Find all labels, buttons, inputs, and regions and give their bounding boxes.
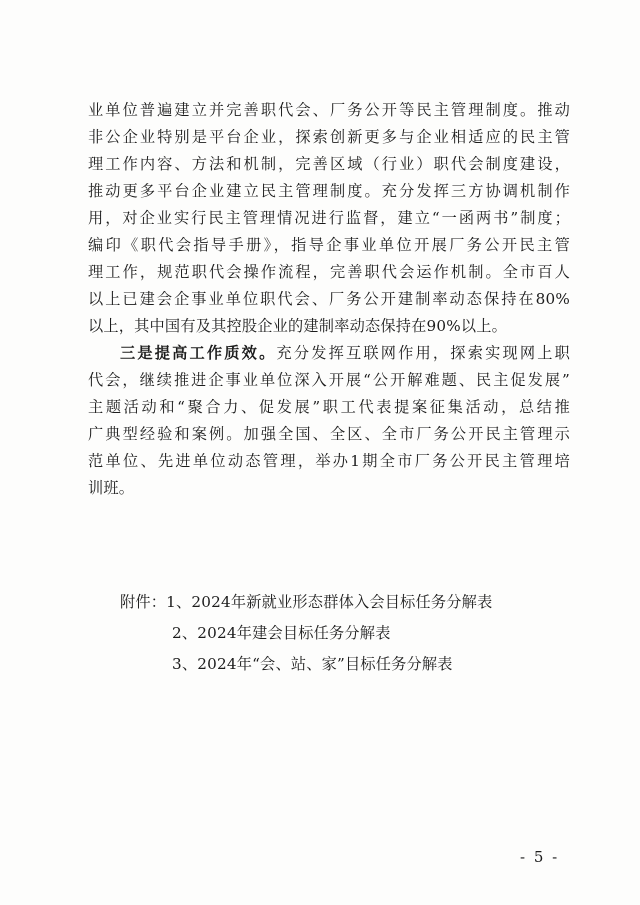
attachment-item: [120, 587, 560, 618]
paragraph-2-line: 范单位、先进单位动态管理，举办1期全市厂务公开民主管理培: [88, 452, 570, 470]
paragraph-1-line: 编印《职代会指导手册》，指导企事业单位开展厂务公开民主管: [88, 236, 570, 254]
paragraph-2-line: 主题活动和“聚合力、促发展”职工代表提案征集活动，总结推: [88, 398, 570, 416]
paragraph-2-line: 代会，继续推进企事业单位深入开展“公开解难题、民主促发展”: [88, 371, 570, 389]
paragraph-1-line: 非公企业特别是平台企业，探索创新更多与企业相适应的民主管: [88, 128, 570, 146]
attachment-item: 3、2024年“会、站、家”目标任务分解表: [172, 655, 453, 673]
page-number: - 5 -: [520, 848, 560, 866]
paragraph-1-line: 用，对企业实行民主管理情况进行监督，建立“一函两书”制度；: [88, 209, 570, 227]
paragraph-1-line: 推动更多平台企业建立民主管理制度。充分发挥三方协调机制作: [88, 182, 570, 200]
paragraph-1-line: 理工作，规范职代会操作流程，完善职代会运作机制。全市百人: [88, 263, 570, 281]
paragraph-2-line: 广典型经验和案例。加强全国、全区、全市厂务公开民主管理示: [88, 425, 570, 443]
paragraph-2-first-line-text: 充分发挥互联网作用，探索实现网上职: [276, 344, 570, 362]
attachments-list: [120, 587, 560, 680]
section-heading: 三是提高工作质效。: [120, 344, 277, 362]
attachments-label: 附件：: [120, 593, 167, 611]
paragraph-1-line: 以上，其中国有及其控股企业的建制率动态保持在90%以上。: [88, 317, 508, 335]
body-text: [88, 97, 570, 502]
paragraph-2-line: 训班。: [88, 479, 135, 497]
paragraph-1-line: 以上已建会企事业单位职代会、厂务公开建制率动态保持在80%: [88, 290, 570, 308]
attachment-item: 2、2024年建会目标任务分解表: [172, 624, 391, 642]
paragraph-2-first-line: [88, 340, 570, 367]
paragraph-1-line: 业单位普遍建立并完善职代会、厂务公开等民主管理制度。推动: [88, 101, 570, 119]
attachment-item-text: 1、2024年新就业形态群体入会目标任务分解表: [166, 593, 493, 611]
paragraph-1-line: 理工作内容、方法和机制，完善区域（行业）职代会制度建设，: [88, 155, 570, 173]
